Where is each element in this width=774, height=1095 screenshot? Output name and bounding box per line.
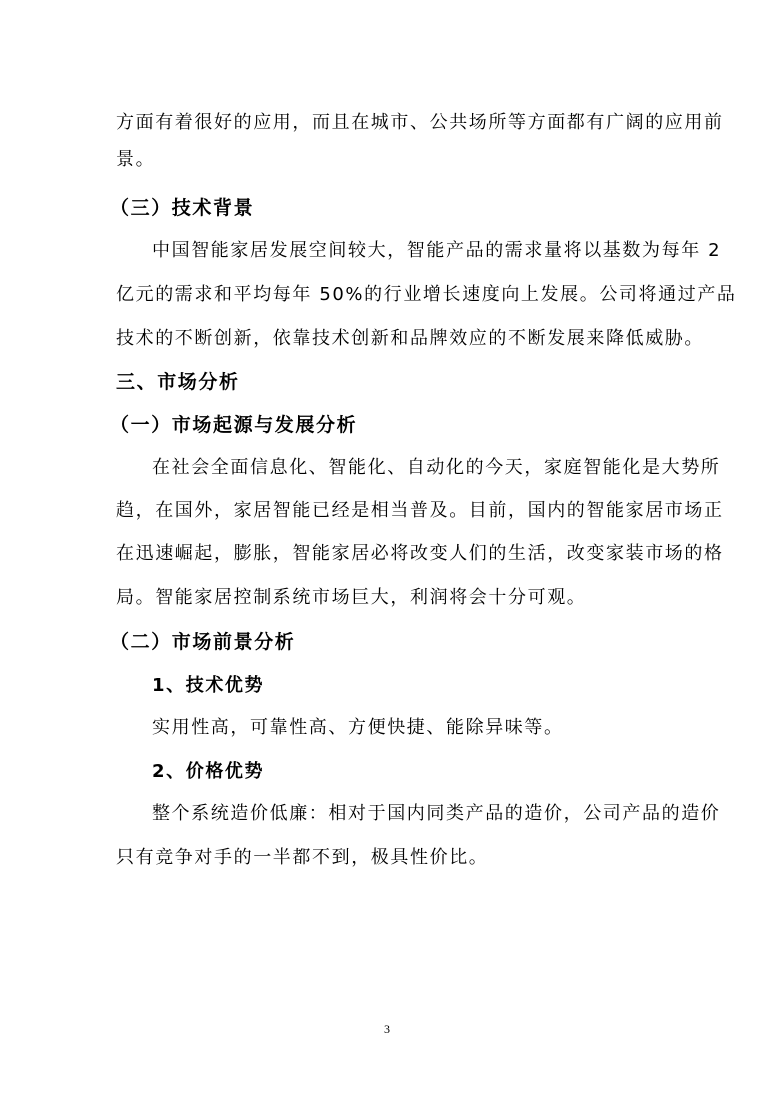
paragraph-line: 景。	[116, 149, 156, 170]
heading-tech-advantage: 1、技术优势	[152, 675, 265, 696]
heading-tech-background: （三）技术背景	[110, 197, 255, 219]
paragraph-line: 技术的不断创新，依靠技术创新和品牌效应的不断发展来降低威胁。	[116, 328, 704, 349]
heading-market-origin: （一）市场起源与发展分析	[110, 414, 358, 436]
heading-market-analysis: 三、市场分析	[116, 371, 240, 393]
paragraph-line: 只有竞争对手的一半都不到，极具性价比。	[116, 847, 489, 868]
heading-market-prospect: （二）市场前景分析	[110, 631, 296, 653]
page-number: 3	[384, 1022, 390, 1036]
paragraph-line: 实用性高，可靠性高、方便快捷、能除异味等。	[152, 717, 564, 738]
paragraph-line: 局。智能家居控制系统市场巨大，利润将会十分可观。	[116, 587, 587, 608]
paragraph-line: 在社会全面信息化、智能化、自动化的今天，家庭智能化是大势所	[152, 457, 721, 478]
paragraph-line: 方面有着很好的应用，而且在城市、公共场所等方面都有广阔的应用前	[116, 112, 724, 133]
paragraph-line: 趋，在国外，家居智能已经是相当普及。目前，国内的智能家居市场正	[116, 500, 724, 521]
paragraph-line: 中国智能家居发展空间较大，智能产品的需求量将以基数为每年 2	[152, 240, 722, 261]
heading-price-advantage: 2、价格优势	[152, 761, 265, 782]
paragraph-line: 在迅速崛起，膨胀，智能家居必将改变人们的生活，改变家装市场的格	[116, 543, 724, 564]
paragraph-line: 亿元的需求和平均每年 50%的行业增长速度向上发展。公司将通过产品	[116, 284, 737, 305]
paragraph-line: 整个系统造价低廉：相对于国内同类产品的造价，公司产品的造价	[152, 803, 721, 824]
